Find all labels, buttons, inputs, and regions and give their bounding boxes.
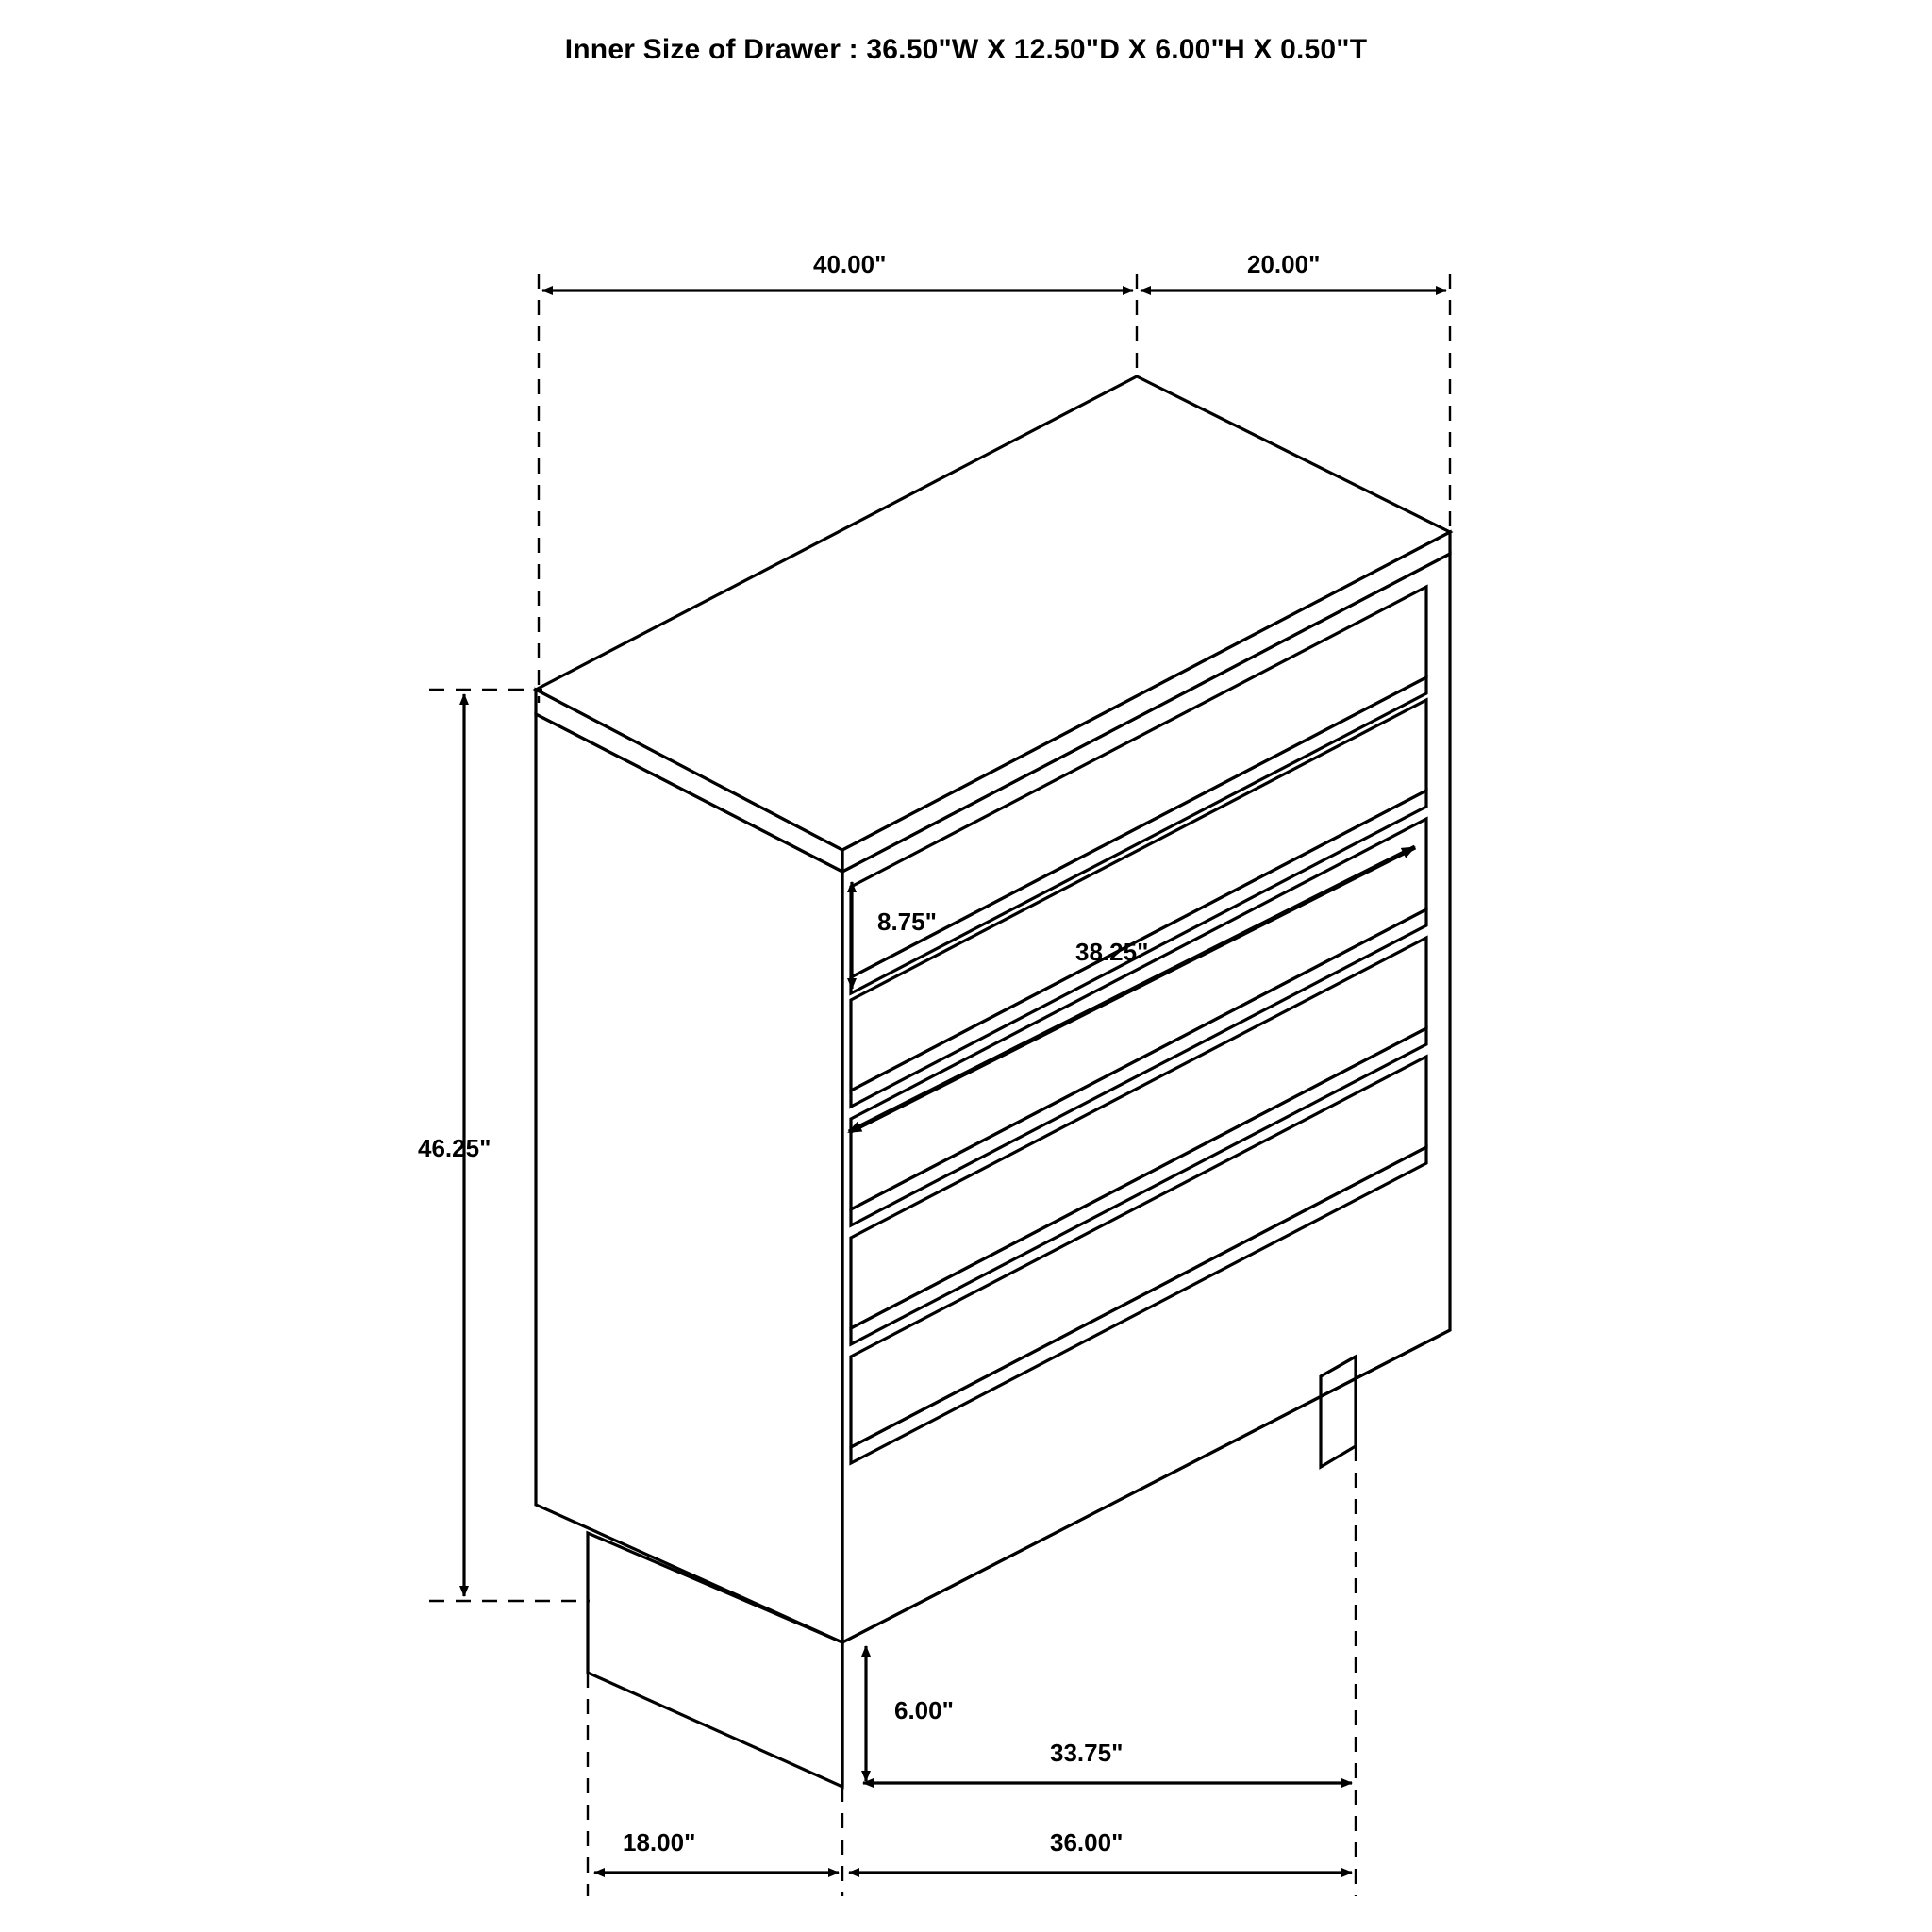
dimension-label-leg-span-inner: 33.75" (1050, 1739, 1124, 1767)
dimension-lines (464, 291, 1446, 1873)
page-title: Inner Size of Drawer : 36.50"W X 12.50"D X 6.00"H X 0.50"T (564, 34, 1368, 65)
dimension-label-leg-height: 6.00" (894, 1696, 954, 1724)
dimension-label-base-depth: 18.00" (623, 1828, 696, 1857)
chest-outline (536, 376, 1450, 1787)
dimension-label-overall-height: 46.25" (418, 1134, 491, 1162)
dimension-label-drawer-front-width: 38.25" (1075, 938, 1149, 966)
dimension-label-base-width: 36.00" (1050, 1828, 1124, 1857)
dimension-label-top-width-front: 40.00" (813, 250, 887, 278)
dimension-label-top-depth-side: 20.00" (1247, 250, 1321, 278)
dimension-label-drawer-front-height: 8.75" (877, 908, 937, 936)
